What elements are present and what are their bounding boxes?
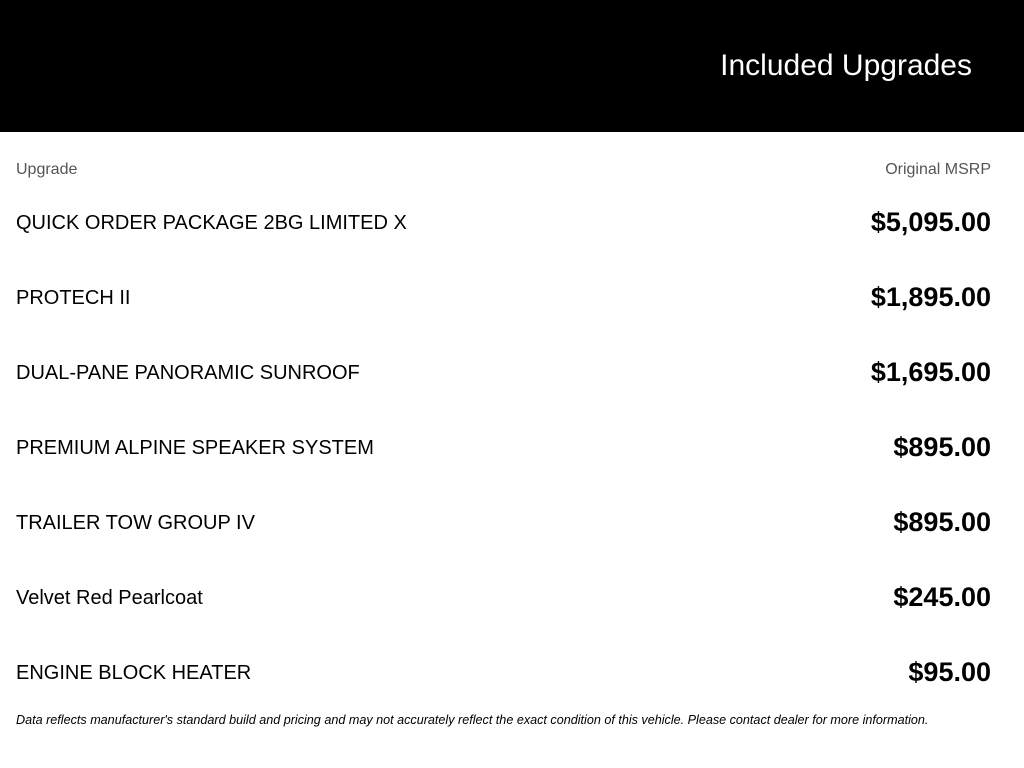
page-title: Included Upgrades bbox=[720, 49, 972, 82]
column-header-upgrade: Upgrade bbox=[16, 161, 78, 178]
upgrade-price: $245.00 bbox=[893, 582, 991, 612]
disclaimer-text: Data reflects manufacturer's standard build and pricing and may not accurately reflect the exact condition of this vehicle. Please contact dealer for more information. bbox=[16, 713, 929, 727]
upgrade-row bbox=[16, 567, 991, 642]
upgrade-row bbox=[16, 192, 991, 267]
upgrade-name: PREMIUM ALPINE SPEAKER SYSTEM bbox=[16, 437, 374, 459]
upgrade-row bbox=[16, 642, 991, 717]
upgrade-price: $1,695.00 bbox=[870, 357, 991, 387]
upgrade-name: ENGINE BLOCK HEATER bbox=[16, 662, 252, 684]
upgrades-list bbox=[16, 192, 991, 717]
upgrade-price: $895.00 bbox=[893, 432, 991, 462]
upgrade-row bbox=[16, 342, 991, 417]
upgrade-name: TRAILER TOW GROUP IV bbox=[16, 512, 255, 534]
upgrade-price: $1,895.00 bbox=[870, 282, 991, 312]
upgrade-row bbox=[16, 492, 991, 567]
upgrade-name: QUICK ORDER PACKAGE 2BG LIMITED X bbox=[16, 212, 407, 234]
upgrade-price: $95.00 bbox=[908, 657, 991, 687]
upgrade-name: PROTECH II bbox=[16, 287, 131, 309]
column-header-msrp: Original MSRP bbox=[885, 161, 991, 178]
upgrade-name: DUAL-PANE PANORAMIC SUNROOF bbox=[16, 362, 360, 384]
upgrade-price: $5,095.00 bbox=[870, 207, 991, 237]
upgrade-row bbox=[16, 267, 991, 342]
upgrade-price: $895.00 bbox=[893, 507, 991, 537]
upgrade-row bbox=[16, 417, 991, 492]
header-banner bbox=[0, 0, 1024, 132]
upgrade-name: Velvet Red Pearlcoat bbox=[16, 587, 203, 609]
